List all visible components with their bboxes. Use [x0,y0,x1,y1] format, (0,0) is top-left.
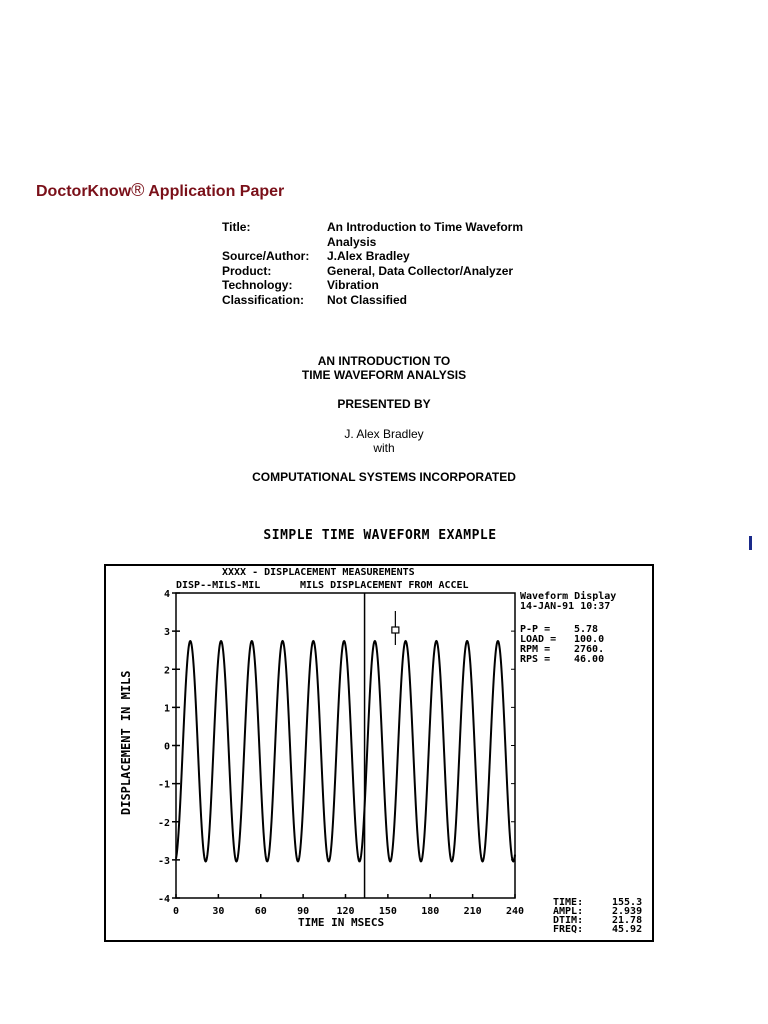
y-tick-label: 2 [163,665,170,677]
waveform-series-line [176,641,515,861]
author-name: J. Alex Bradley [344,427,424,441]
x-tick-label: 30 [212,906,225,917]
stat-label: LOAD = [520,634,557,645]
meta-value: An Introduction to Time Waveform Analysis [327,220,524,249]
meta-key: Title: [222,220,251,234]
x-tick-label: 0 [172,906,180,917]
x-tick-label: 150 [378,906,397,917]
y-tick-label: -1 [157,779,170,791]
figure-title: SIMPLE TIME WAVEFORM EXAMPLE [263,528,497,543]
cursor-value: 45.92 [612,924,643,935]
panel-title: Waveform Display [520,591,617,602]
cursor-value: 21.78 [612,915,643,926]
meta-key: Source/Author: [222,249,310,263]
y-tick-label: 0 [163,741,170,753]
x-axis-label: TIME IN MSECS [298,916,385,929]
y-tick-label: -4 [157,894,170,905]
intro-line-1: AN INTRODUCTION TO [317,354,451,368]
y-axis-label: DISPLACEMENT IN MILS [119,670,133,815]
y-tick-label: -3 [157,855,170,867]
with-text: with [373,441,395,455]
intro-line-2: TIME WAVEFORM ANALYSIS [301,368,467,382]
company-name: COMPUTATIONAL SYSTEMS INCORPORATED [252,470,516,484]
presented-by: PRESENTED BY [337,397,431,411]
figure-frame [105,565,653,941]
x-tick-label: 90 [297,906,310,917]
meta-value: Vibration [327,278,379,292]
x-tick-label: 240 [505,906,525,917]
meta-key: Technology: [222,278,293,292]
stat-label: RPS = [520,654,551,665]
figure-header-line: XXXX - DISPLACEMENT MEASUREMENTS [222,567,415,578]
registered-mark: ® [131,180,145,200]
meta-value: J.Alex Bradley [327,249,410,263]
y-tick-label: 4 [163,589,170,600]
panel-date: 14-JAN-91 10:37 [520,601,611,612]
x-tick-label: 60 [254,906,267,917]
meta-value: Not Classified [327,292,408,307]
stat-label: P-P = [520,624,551,635]
meta-value: General, Data Collector/Analyzer [327,263,514,278]
cursor-label: FREQ: [553,924,584,935]
doc-type: Application Paper [148,183,285,200]
cursor-value: 2.939 [612,906,643,917]
cursor-readout [553,897,642,935]
y-tick-label: -2 [157,817,170,829]
stat-value: 5.78 [574,624,599,635]
cursor-label: TIME: [553,897,584,908]
stats-panel [520,624,604,665]
cursor-label: AMPL: [553,906,584,917]
x-tick-label: 210 [463,906,482,917]
x-tick-label: 120 [336,906,355,917]
cursor-label: DTIM: [553,915,584,926]
x-tick-label: 180 [421,906,440,917]
y-tick-label: 3 [163,627,170,639]
plot-area [176,593,515,898]
brand-name: DoctorKnow [36,183,132,200]
cursor-marker [392,627,399,633]
stat-value: 100.0 [574,634,605,645]
channel-label: DISP--MILS-MIL [176,580,261,591]
stat-label: RPM = [520,644,551,655]
stat-value: 2760. [574,644,605,655]
channel-description: MILS DISPLACEMENT FROM ACCEL [300,580,469,591]
meta-key: Classification: [222,292,305,307]
meta-key: Product: [222,263,272,278]
cursor-value: 155.3 [612,897,643,908]
y-tick-label: 1 [163,703,170,715]
stat-value: 46.00 [574,654,605,665]
